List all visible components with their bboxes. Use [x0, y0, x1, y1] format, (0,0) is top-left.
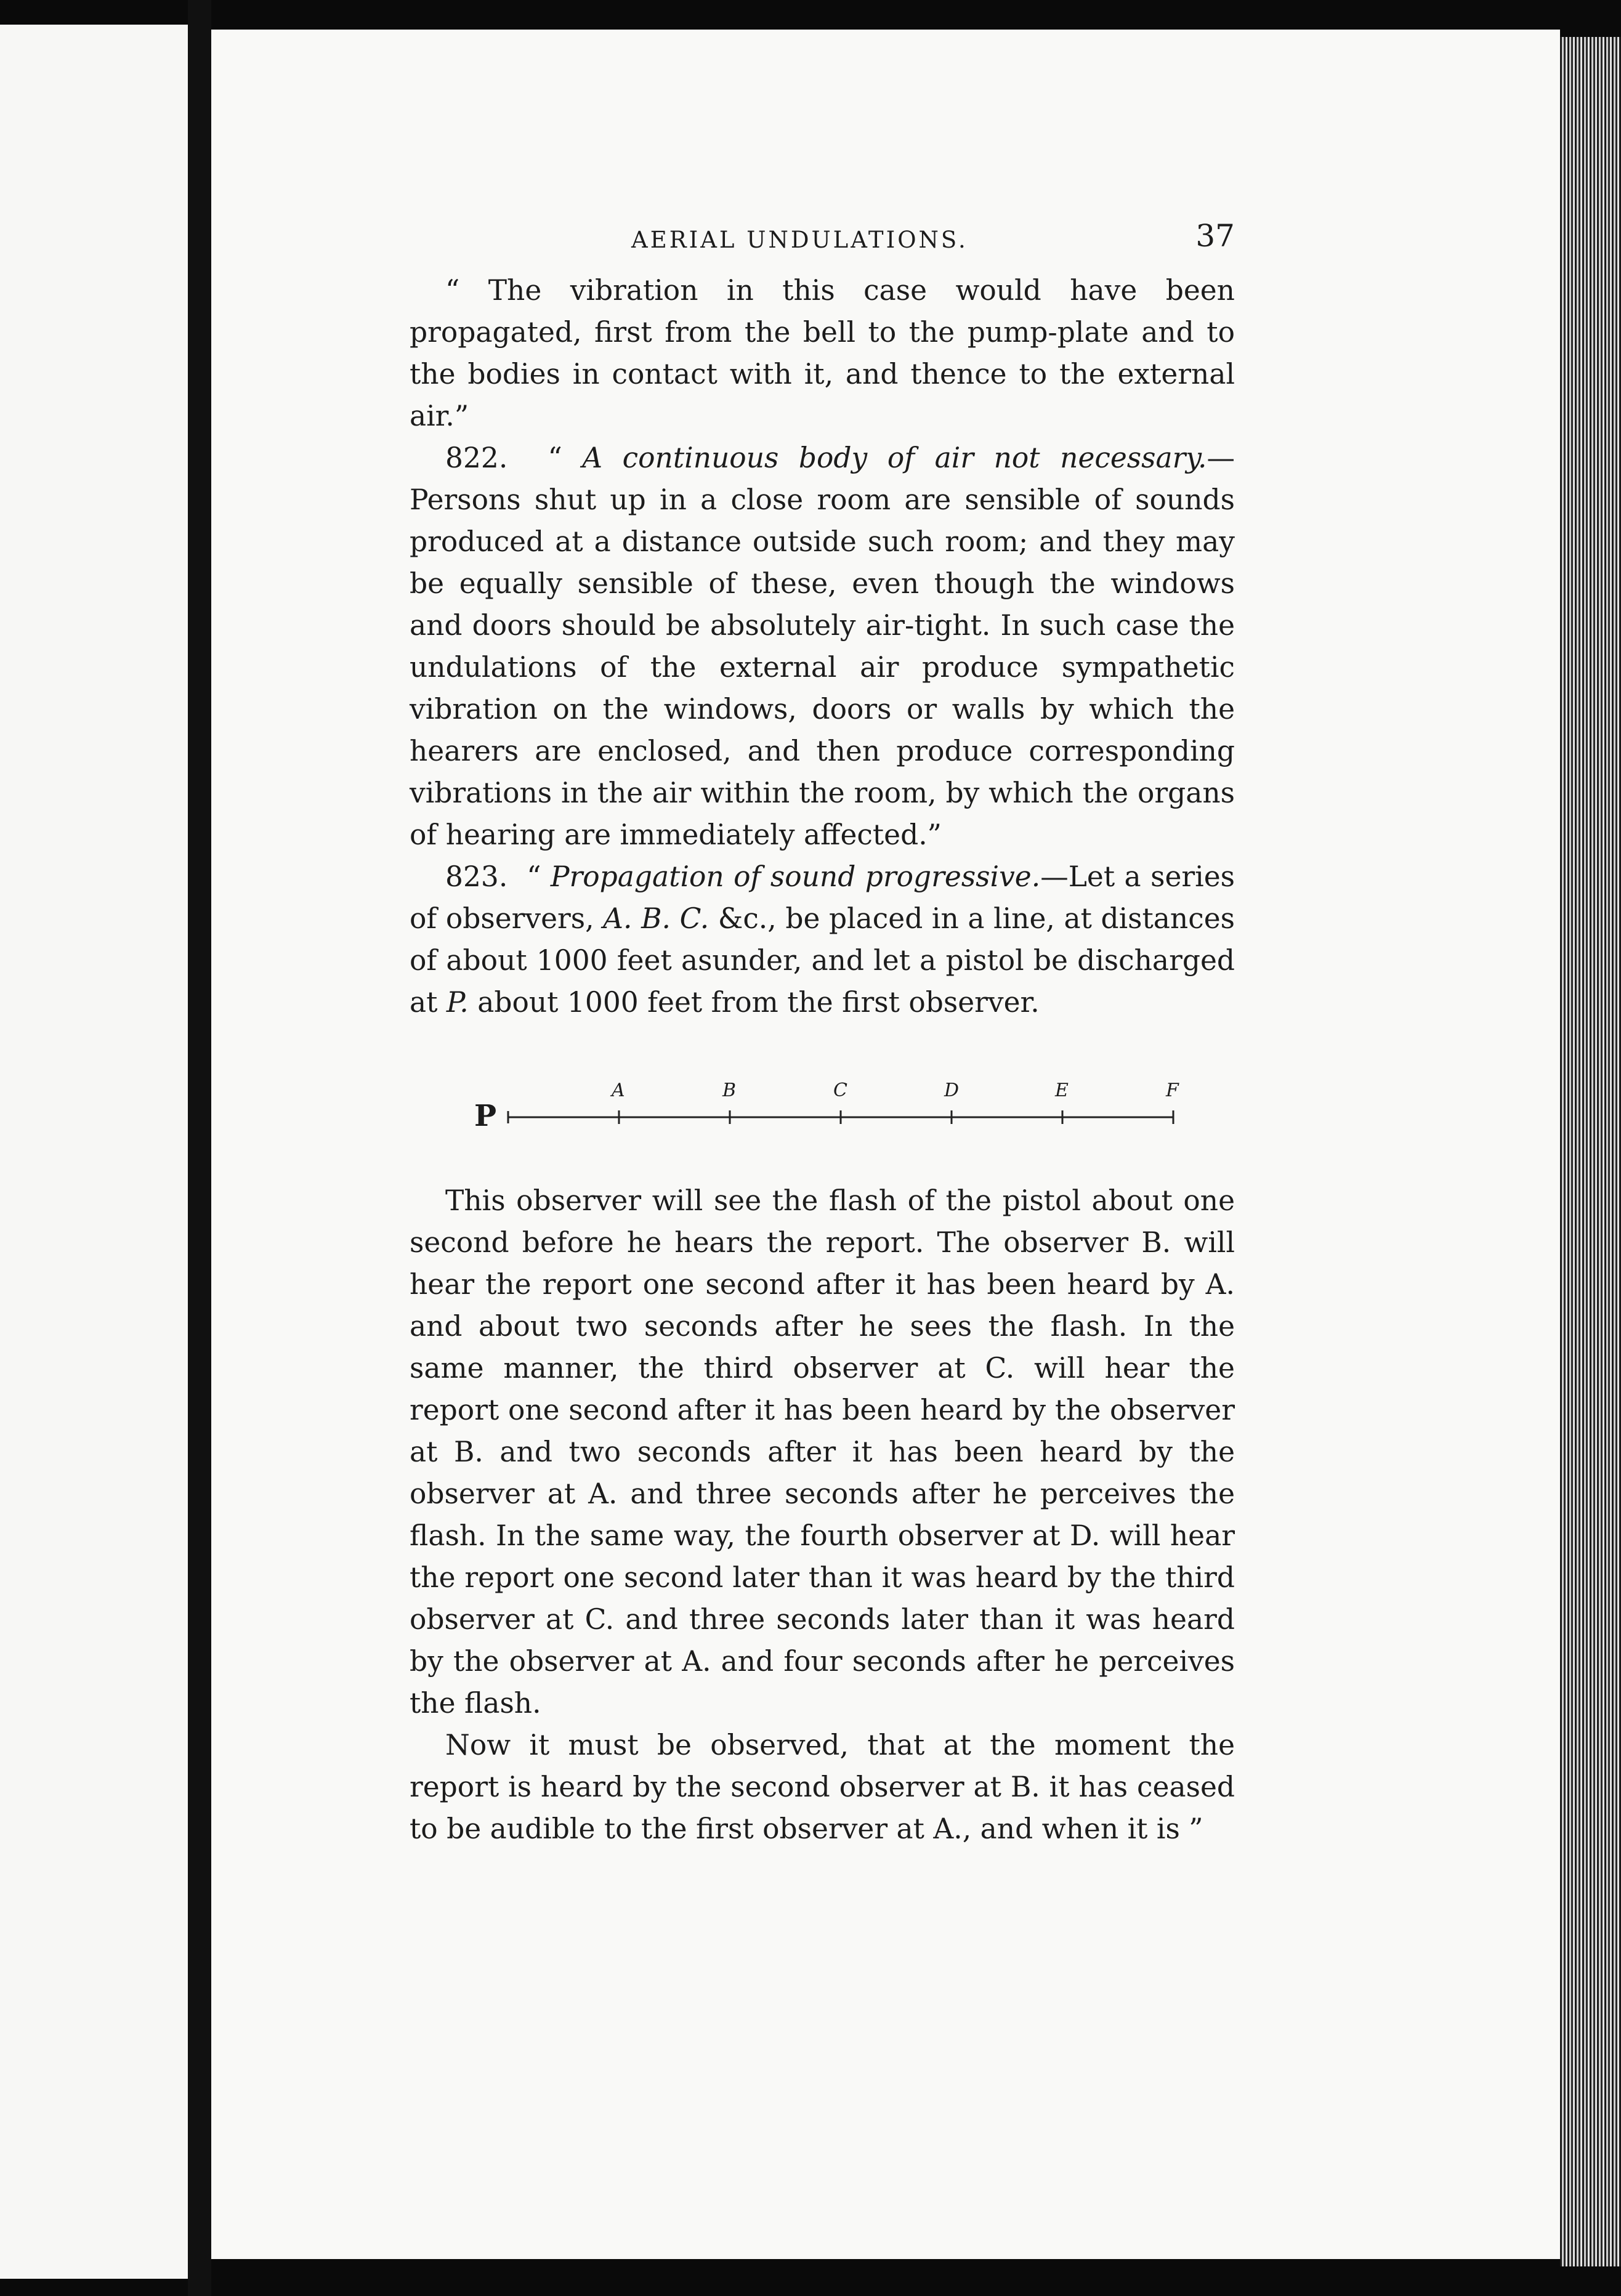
section-823-heading: Propagation of sound progressive.: [550, 860, 1041, 893]
diagram-origin-label: P: [474, 1099, 497, 1133]
page-stack-edges: [1560, 37, 1621, 2266]
section-823-body-2: &c., be placed in a line, at distances of about 1000 feet asunder, and let a pistol be discharged at: [410, 902, 1235, 1019]
observer-line-diagram: [410, 1052, 1235, 1144]
section-823-body-3: about 1000 feet from the first observer.: [477, 986, 1040, 1019]
book-gutter: [188, 0, 211, 2296]
section-822-heading: A continuous body of air not necessary.: [582, 442, 1207, 474]
page-number: 37: [1195, 218, 1235, 254]
final-paragraph: Now it must be observed, that at the moment the report is heard by the second observer at B. it has ceased to be audible to the first observer at A., and when it is ”: [410, 1729, 1235, 1845]
section-823-point: P.: [446, 986, 469, 1019]
section-823-paragraph: [410, 856, 1235, 1024]
continuation-paragraph: “ The vibration in this case would have been propagated, first from the bell to the pump-plate and to the bodies in contact with it, and thence to the external air.”: [410, 274, 1235, 432]
section-822-open-quote: “: [548, 442, 562, 474]
section-823-open-quote: “: [527, 860, 541, 893]
diagram-point-label-a: A: [612, 1080, 625, 1101]
observer-explanation-paragraph: This observer will see the flash of the pistol about one second before he hears the report. The observer B. will hear the report one second after it has been heard by A. and about two seconds after he sees the flash. In the same manner, the third observer at C. will hear the report one second after it has been heard by the observer at B. and two seconds after it has been heard by the observer at A. and three seconds after he perceives the flash. In the same way, the fourth observer at D. will hear the report one second later than it was heard by the third observer at C. and three seconds later than it was heard by the observer at A. and four seconds after he perceives the flash.: [410, 1184, 1235, 1720]
diagram-point-label-e: E: [1055, 1080, 1069, 1101]
diagram-point-label-f: F: [1166, 1080, 1179, 1101]
facing-page-edge: [0, 25, 188, 2279]
section-823-number: 823.: [445, 860, 508, 893]
observer-line-svg: [410, 1052, 1235, 1144]
diagram-point-label-b: B: [722, 1080, 737, 1101]
section-823-observers: A. B. C.: [603, 902, 709, 935]
page-text-block: [410, 214, 1235, 1850]
running-title: AERIAL UNDULATIONS.: [631, 227, 968, 253]
running-header: [410, 214, 1235, 270]
section-823-body-1: —Let a series of observers,: [410, 860, 1235, 935]
section-822-body: —Persons shut up in a close room are sensible of sounds produced at a distance outside such room; and they may be equally sensible of these, even though the windows and doors should be absolutely air-tight. In such case the undulations of the external air produce sympathetic vibration on the windows, doors or walls by which the hearers are enclosed, and then produce corresponding vibrations in the air within the room, by which the organs of hearing are immediately affected.”: [410, 442, 1235, 851]
diagram-point-label-c: C: [833, 1080, 847, 1101]
section-822-number: 822.: [445, 442, 508, 474]
diagram-point-label-d: D: [944, 1080, 960, 1101]
section-822-paragraph: [410, 437, 1235, 856]
